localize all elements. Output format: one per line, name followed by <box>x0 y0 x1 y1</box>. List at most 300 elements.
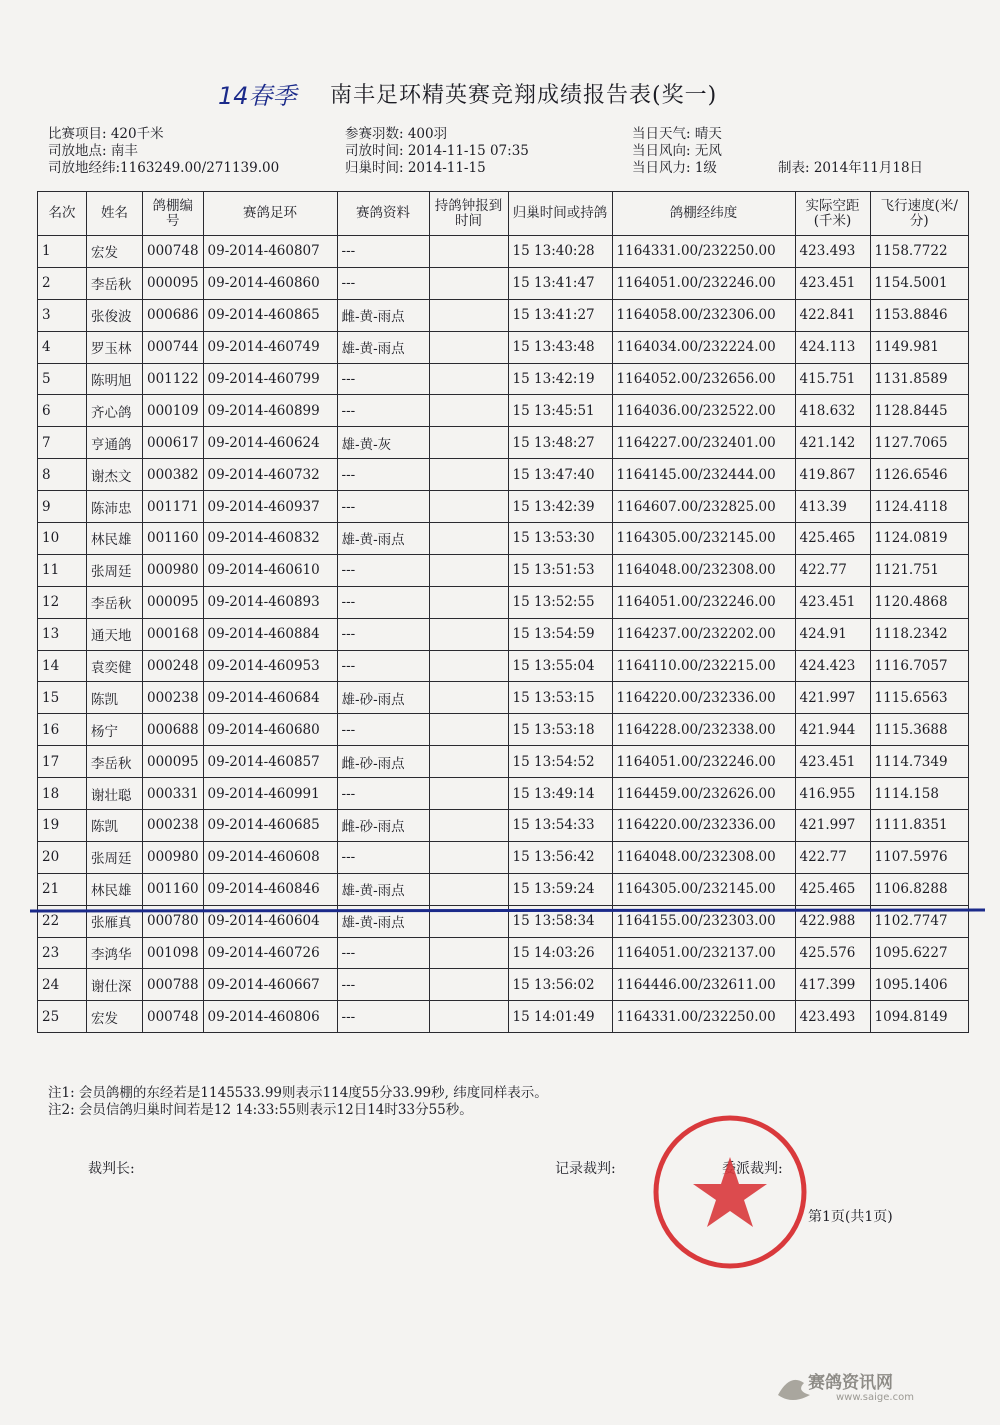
table-cell: 1164145.00/232444.00 <box>612 459 795 491</box>
table-cell: 15 13:58:34 <box>508 905 612 937</box>
table-cell: 1164305.00/232145.00 <box>612 873 795 905</box>
table-cell: 417.399 <box>795 969 870 1001</box>
table-row <box>38 459 969 491</box>
table-row <box>38 778 969 810</box>
table-cell <box>429 236 508 268</box>
meta-made-date: 制表: 2014年11月18日 <box>778 160 924 176</box>
table-row <box>38 746 969 778</box>
table-cell: 1094.8149 <box>870 1001 968 1033</box>
header-row <box>38 192 969 236</box>
table-cell: 15 13:56:42 <box>508 841 612 873</box>
table-cell: 15 13:53:15 <box>508 682 612 714</box>
table-cell: 通天地 <box>87 618 143 650</box>
table-cell: 425.576 <box>795 937 870 969</box>
meta-release-site: 司放地点: 南丰 <box>48 143 138 159</box>
table-cell: 雄-黄-雨点 <box>337 331 429 363</box>
watermark-url: www.saige.com <box>836 1392 914 1403</box>
table-cell: 09-2014-460806 <box>203 1001 337 1033</box>
table-row <box>38 236 969 268</box>
table-cell: --- <box>337 714 429 746</box>
judge-signature: 裁判长: <box>88 1161 135 1177</box>
table-cell: 1102.7747 <box>870 905 968 937</box>
col-bird-info: 赛鸽资料 <box>337 192 429 236</box>
table-cell: 15 13:41:47 <box>508 267 612 299</box>
table-cell: 09-2014-460685 <box>203 810 337 842</box>
table-cell: 1131.8589 <box>870 363 968 395</box>
meta-return-date: 归巢时间: 2014-11-15 <box>345 160 486 176</box>
table-cell: 陈凯 <box>87 682 143 714</box>
table-cell: 1164305.00/232145.00 <box>612 523 795 555</box>
table-cell: 1107.5976 <box>870 841 968 873</box>
table-cell: 09-2014-460832 <box>203 523 337 555</box>
table-cell: --- <box>337 236 429 268</box>
table-cell: 1114.158 <box>870 778 968 810</box>
table-cell <box>429 299 508 331</box>
table-row <box>38 491 969 523</box>
table-cell <box>429 331 508 363</box>
watermark-text: 赛鸽资讯网 <box>808 1373 893 1393</box>
table-cell: 雌-砂-雨点 <box>337 746 429 778</box>
table-cell: 09-2014-460953 <box>203 650 337 682</box>
table-cell: 000248 <box>143 650 204 682</box>
table-cell: --- <box>337 586 429 618</box>
table-cell: 000980 <box>143 554 204 586</box>
table-cell: 421.142 <box>795 427 870 459</box>
table-cell: 15 13:47:40 <box>508 459 612 491</box>
table-cell: --- <box>337 969 429 1001</box>
table-cell: --- <box>337 841 429 873</box>
meta-event: 比赛项目: 420千米 <box>48 126 164 142</box>
table-cell: 雄-黄-雨点 <box>337 905 429 937</box>
table-cell: 罗玉林 <box>87 331 143 363</box>
table-cell: 000095 <box>143 267 204 299</box>
table-cell: 15 13:59:24 <box>508 873 612 905</box>
table-cell: 谢杰文 <box>87 459 143 491</box>
table-cell: 7 <box>38 427 87 459</box>
table-cell <box>429 267 508 299</box>
assigned-signature: 委派裁判: <box>722 1161 783 1177</box>
table-cell: 09-2014-460684 <box>203 682 337 714</box>
table-cell: 424.91 <box>795 618 870 650</box>
table-cell: 宏发 <box>87 1001 143 1033</box>
table-cell: 15 13:54:52 <box>508 746 612 778</box>
col-clock-time: 持鸽钟报到时间 <box>429 192 508 236</box>
table-cell: 424.113 <box>795 331 870 363</box>
meta-entries: 参赛羽数: 400羽 <box>345 126 448 142</box>
col-ring: 赛鸽足环 <box>203 192 337 236</box>
table-cell: 谢仕深 <box>87 969 143 1001</box>
table-cell: 15 13:53:18 <box>508 714 612 746</box>
table-cell: 17 <box>38 746 87 778</box>
table-cell: 000788 <box>143 969 204 1001</box>
table-cell <box>429 491 508 523</box>
table-cell: 1164051.00/232246.00 <box>612 586 795 618</box>
notes <box>48 1085 548 1119</box>
table-cell: 000748 <box>143 236 204 268</box>
table-cell: 000238 <box>143 682 204 714</box>
table-cell: --- <box>337 395 429 427</box>
table-cell: 杨宁 <box>87 714 143 746</box>
table-row <box>38 937 969 969</box>
col-rank: 名次 <box>38 192 87 236</box>
table-cell: 1128.8445 <box>870 395 968 427</box>
table-cell: 15 13:51:53 <box>508 554 612 586</box>
table-row <box>38 650 969 682</box>
table-cell: 亨通鸽 <box>87 427 143 459</box>
table-cell: 1116.7057 <box>870 650 968 682</box>
table-cell: --- <box>337 618 429 650</box>
table-cell: 李鸿华 <box>87 937 143 969</box>
table-cell: 423.493 <box>795 236 870 268</box>
table-row <box>38 267 969 299</box>
table-cell: 雄-黄-灰 <box>337 427 429 459</box>
table-cell <box>429 363 508 395</box>
table-cell: 1124.4118 <box>870 491 968 523</box>
table-cell: 1121.751 <box>870 554 968 586</box>
table-cell: 09-2014-460680 <box>203 714 337 746</box>
table-cell: 000168 <box>143 618 204 650</box>
table-cell: 15 13:41:27 <box>508 299 612 331</box>
table-row <box>38 363 969 395</box>
table-cell: 000095 <box>143 746 204 778</box>
table-row <box>38 1001 969 1033</box>
table-cell: 1164459.00/232626.00 <box>612 778 795 810</box>
table-cell: 15 13:42:19 <box>508 363 612 395</box>
table-cell: 15 13:56:02 <box>508 969 612 1001</box>
meta-col-1 <box>48 126 279 177</box>
table-cell: 1095.6227 <box>870 937 968 969</box>
table-cell: 09-2014-460937 <box>203 491 337 523</box>
table-cell: 1164051.00/232246.00 <box>612 267 795 299</box>
table-cell: 1164048.00/232308.00 <box>612 841 795 873</box>
table-cell: 1164034.00/232224.00 <box>612 331 795 363</box>
table-cell <box>429 746 508 778</box>
table-cell: 421.997 <box>795 682 870 714</box>
table-cell: 1106.8288 <box>870 873 968 905</box>
table-cell: 1149.981 <box>870 331 968 363</box>
table-cell: 000748 <box>143 1001 204 1033</box>
table-cell: 418.632 <box>795 395 870 427</box>
table-cell: 12 <box>38 586 87 618</box>
table-cell <box>429 714 508 746</box>
table-cell <box>429 427 508 459</box>
table-cell: 15 13:52:55 <box>508 586 612 618</box>
table-cell: 24 <box>38 969 87 1001</box>
table-cell <box>429 969 508 1001</box>
table-cell: 张俊波 <box>87 299 143 331</box>
table-cell: 10 <box>38 523 87 555</box>
table-cell: 23 <box>38 937 87 969</box>
table-cell: 林民雄 <box>87 523 143 555</box>
table-cell: 000688 <box>143 714 204 746</box>
table-cell: 001160 <box>143 873 204 905</box>
table-cell: 415.751 <box>795 363 870 395</box>
table-cell: 09-2014-460604 <box>203 905 337 937</box>
table-cell: 09-2014-460726 <box>203 937 337 969</box>
table-cell: 1 <box>38 236 87 268</box>
table-cell: 陈凯 <box>87 810 143 842</box>
table-cell: 4 <box>38 331 87 363</box>
table-cell: 1164110.00/232215.00 <box>612 650 795 682</box>
table-cell: 424.423 <box>795 650 870 682</box>
table-cell: 2 <box>38 267 87 299</box>
table-cell: 1095.1406 <box>870 969 968 1001</box>
table-cell: 6 <box>38 395 87 427</box>
table-cell: 李岳秋 <box>87 746 143 778</box>
table-cell: 421.944 <box>795 714 870 746</box>
table-cell: 001122 <box>143 363 204 395</box>
table-row <box>38 969 969 1001</box>
table-cell: 1164052.00/232656.00 <box>612 363 795 395</box>
table-cell: 09-2014-460899 <box>203 395 337 427</box>
table-cell: 416.955 <box>795 778 870 810</box>
table-cell: 21 <box>38 873 87 905</box>
table-cell: 421.997 <box>795 810 870 842</box>
table-cell: 5 <box>38 363 87 395</box>
table-cell: 齐心鸽 <box>87 395 143 427</box>
table-cell <box>429 682 508 714</box>
table-cell <box>429 810 508 842</box>
table-cell: 宏发 <box>87 236 143 268</box>
table-cell: 1114.7349 <box>870 746 968 778</box>
table-cell: 000331 <box>143 778 204 810</box>
table-cell: 09-2014-460749 <box>203 331 337 363</box>
table-cell: --- <box>337 1001 429 1033</box>
table-cell: 09-2014-460667 <box>203 969 337 1001</box>
meta-col-3 <box>632 126 722 177</box>
table-cell: 1164228.00/232338.00 <box>612 714 795 746</box>
table-cell: 3 <box>38 299 87 331</box>
table-cell: 000095 <box>143 586 204 618</box>
table-cell: 1164058.00/232306.00 <box>612 299 795 331</box>
table-cell <box>429 395 508 427</box>
note-1: 注1: 会员鸽棚的东经若是1145533.99则表示114度55分33.99秒, 纬度同样表示。 <box>48 1085 548 1101</box>
table-row <box>38 586 969 618</box>
table-cell: 09-2014-460893 <box>203 586 337 618</box>
table-cell: 1164446.00/232611.00 <box>612 969 795 1001</box>
col-arrival: 归巢时间或持鸽 <box>508 192 612 236</box>
page-number: 第1页(共1页) <box>808 1209 893 1225</box>
table-cell: 雌-砂-雨点 <box>337 810 429 842</box>
table-cell: 1120.4868 <box>870 586 968 618</box>
col-distance: 实际空距(千米) <box>795 192 870 236</box>
table-cell <box>429 937 508 969</box>
table-row <box>38 682 969 714</box>
table-cell: 1158.7722 <box>870 236 968 268</box>
table-cell: 000744 <box>143 331 204 363</box>
table-cell: 雌-黄-雨点 <box>337 299 429 331</box>
table-row <box>38 618 969 650</box>
col-coords: 鸽棚经纬度 <box>612 192 795 236</box>
table-cell: 000686 <box>143 299 204 331</box>
table-row <box>38 331 969 363</box>
table-row <box>38 554 969 586</box>
table-cell: 14 <box>38 650 87 682</box>
table-cell: 09-2014-460991 <box>203 778 337 810</box>
table-cell: --- <box>337 491 429 523</box>
table-cell <box>429 586 508 618</box>
table-cell <box>429 1001 508 1033</box>
table-cell: 20 <box>38 841 87 873</box>
table-cell: 000238 <box>143 810 204 842</box>
table-cell: 09-2014-460857 <box>203 746 337 778</box>
table-cell: 张周廷 <box>87 841 143 873</box>
table-cell: 425.465 <box>795 873 870 905</box>
table-cell: 19 <box>38 810 87 842</box>
table-cell: 雄-黄-雨点 <box>337 523 429 555</box>
pen-mark-line <box>30 908 985 914</box>
table-cell: 18 <box>38 778 87 810</box>
table-cell: 15 13:40:28 <box>508 236 612 268</box>
table-cell: 9 <box>38 491 87 523</box>
table-cell: --- <box>337 267 429 299</box>
table-cell <box>429 459 508 491</box>
table-cell: 001160 <box>143 523 204 555</box>
table-cell: 000109 <box>143 395 204 427</box>
table-cell: 李岳秋 <box>87 267 143 299</box>
meta-release-time: 司放时间: 2014-11-15 07:35 <box>345 143 529 159</box>
table-cell: 000382 <box>143 459 204 491</box>
official-seal-stamp <box>650 1112 810 1272</box>
table-row <box>38 714 969 746</box>
table-cell <box>429 873 508 905</box>
table-cell: 09-2014-460610 <box>203 554 337 586</box>
table-cell: 16 <box>38 714 87 746</box>
table-cell: 09-2014-460799 <box>203 363 337 395</box>
table-cell <box>429 554 508 586</box>
table-cell: --- <box>337 459 429 491</box>
meta-weather: 当日天气: 晴天 <box>632 126 722 142</box>
table-cell: 1164331.00/232250.00 <box>612 1001 795 1033</box>
note-2: 注2: 会员信鸽归巢时间若是12 14:33:55则表示12日14时33分55秒。 <box>48 1102 473 1118</box>
table-cell: 000617 <box>143 427 204 459</box>
table-cell: 000780 <box>143 905 204 937</box>
table-cell: 422.841 <box>795 299 870 331</box>
table-cell: 001171 <box>143 491 204 523</box>
table-cell: 1164607.00/232825.00 <box>612 491 795 523</box>
table-row <box>38 299 969 331</box>
table-cell: 15 13:42:39 <box>508 491 612 523</box>
table-cell <box>429 841 508 873</box>
col-name: 姓名 <box>87 192 143 236</box>
table-cell: 000980 <box>143 841 204 873</box>
table-cell: 陈明旭 <box>87 363 143 395</box>
meta-col-2 <box>345 126 529 177</box>
col-speed: 飞行速度(米/分) <box>870 192 968 236</box>
table-cell: 15 13:54:33 <box>508 810 612 842</box>
meta-wind-force: 当日风力: 1级 <box>632 160 717 176</box>
table-cell: 1164048.00/232308.00 <box>612 554 795 586</box>
report-title: 南丰足环精英赛竞翔成绩报告表(奖一) <box>330 83 718 108</box>
table-cell: 1154.5001 <box>870 267 968 299</box>
table-cell: 雄-砂-雨点 <box>337 682 429 714</box>
handwritten-note: 14春季 <box>218 82 297 110</box>
table-row <box>38 395 969 427</box>
table-cell: 1118.2342 <box>870 618 968 650</box>
table-cell: 09-2014-460884 <box>203 618 337 650</box>
table-cell: 8 <box>38 459 87 491</box>
table-cell: 1164051.00/232137.00 <box>612 937 795 969</box>
table-row <box>38 427 969 459</box>
table-cell: 423.493 <box>795 1001 870 1033</box>
table-cell: 1126.6546 <box>870 459 968 491</box>
meta-release-coords: 司放地经纬:1163249.00/271139.00 <box>48 160 280 176</box>
table-row <box>38 810 969 842</box>
table-cell: 1164220.00/232336.00 <box>612 810 795 842</box>
table-cell: 张雁真 <box>87 905 143 937</box>
table-cell: 1115.3688 <box>870 714 968 746</box>
table-cell: 09-2014-460846 <box>203 873 337 905</box>
table-cell <box>429 618 508 650</box>
table-row <box>38 841 969 873</box>
table-cell: 1164331.00/232250.00 <box>612 236 795 268</box>
table-cell: 1127.7065 <box>870 427 968 459</box>
table-cell <box>429 778 508 810</box>
table-cell: 25 <box>38 1001 87 1033</box>
table-cell: 09-2014-460860 <box>203 267 337 299</box>
table-cell: 1164155.00/232303.00 <box>612 905 795 937</box>
table-cell: 陈沛忠 <box>87 491 143 523</box>
table-cell: 张周廷 <box>87 554 143 586</box>
table-cell: 袁奕健 <box>87 650 143 682</box>
table-cell: 09-2014-460732 <box>203 459 337 491</box>
table-cell: 422.988 <box>795 905 870 937</box>
table-cell: 谢壮聪 <box>87 778 143 810</box>
table-cell: --- <box>337 778 429 810</box>
table-cell: 22 <box>38 905 87 937</box>
table-cell <box>429 650 508 682</box>
table-cell: 419.867 <box>795 459 870 491</box>
table-cell: 1115.6563 <box>870 682 968 714</box>
table-cell: 423.451 <box>795 746 870 778</box>
table-cell: 09-2014-460624 <box>203 427 337 459</box>
table-cell: 1124.0819 <box>870 523 968 555</box>
table-cell: 李岳秋 <box>87 586 143 618</box>
table-cell: --- <box>337 937 429 969</box>
table-cell: 425.465 <box>795 523 870 555</box>
table-cell <box>429 523 508 555</box>
table-cell: 11 <box>38 554 87 586</box>
table-cell: 1111.8351 <box>870 810 968 842</box>
table-cell: 001098 <box>143 937 204 969</box>
table-cell: 15 13:53:30 <box>508 523 612 555</box>
table-cell: --- <box>337 363 429 395</box>
table-cell: 15 13:49:14 <box>508 778 612 810</box>
table-cell: --- <box>337 554 429 586</box>
table-cell: 1164227.00/232401.00 <box>612 427 795 459</box>
table-cell: 09-2014-460807 <box>203 236 337 268</box>
table-cell: 09-2014-460865 <box>203 299 337 331</box>
table-cell: 15 13:54:59 <box>508 618 612 650</box>
table-cell: 1164036.00/232522.00 <box>612 395 795 427</box>
table-cell: 15 13:43:48 <box>508 331 612 363</box>
meta-wind-dir: 当日风向: 无风 <box>632 143 722 159</box>
table-cell: 15 <box>38 682 87 714</box>
recorder-signature: 记录裁判: <box>555 1161 616 1177</box>
results-table <box>37 191 969 1033</box>
table-cell: 雄-黄-雨点 <box>337 873 429 905</box>
table-cell: 林民雄 <box>87 873 143 905</box>
table-cell: 1164051.00/232246.00 <box>612 746 795 778</box>
table-cell: 413.39 <box>795 491 870 523</box>
table-cell: 1153.8846 <box>870 299 968 331</box>
table-cell: 13 <box>38 618 87 650</box>
table-row <box>38 873 969 905</box>
table-cell: 15 13:55:04 <box>508 650 612 682</box>
table-cell: 09-2014-460608 <box>203 841 337 873</box>
title-row <box>0 72 1000 112</box>
table-cell: --- <box>337 650 429 682</box>
